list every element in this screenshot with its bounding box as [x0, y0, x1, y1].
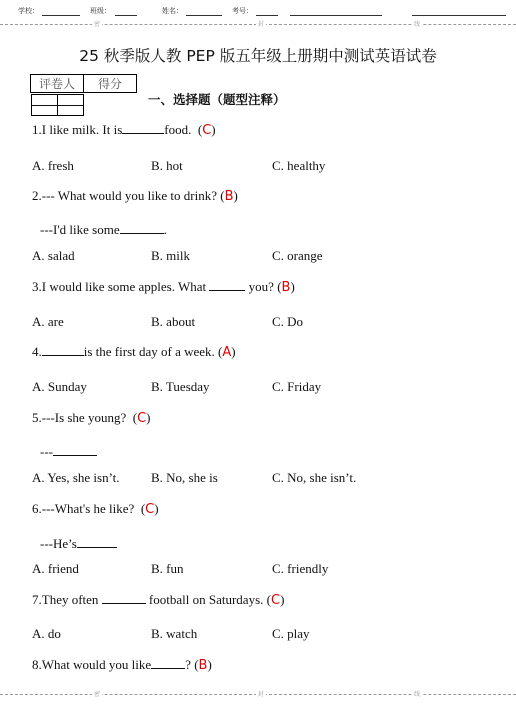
q6-option-c: C. friendly	[272, 561, 329, 576]
answer-blank	[77, 536, 117, 548]
question-2: 2.--- What would you like to drink? (B)	[32, 188, 238, 204]
name-blank	[186, 15, 222, 16]
q5-option-a: A. Yes, she isn’t.	[32, 470, 120, 485]
answer-blank	[120, 222, 164, 234]
q2-option-c: C. orange	[272, 248, 323, 263]
class-label: 班级：	[90, 7, 111, 15]
question-4: 4. is the first day of a week. (A)	[32, 344, 236, 360]
q4-option-a: A. Sunday	[32, 379, 87, 394]
q5-option-b: B. No, she is	[151, 470, 218, 485]
answer-blank	[102, 592, 146, 604]
binding-mark-mi: 密	[94, 21, 101, 28]
question-2-followup: ---I'd like some .	[40, 222, 167, 237]
section-title: 一、选择题（题型注释）	[148, 92, 286, 107]
question-6-followup: ---He’s	[40, 536, 117, 552]
answer-blank	[42, 344, 84, 356]
extra-blank-2	[412, 15, 506, 16]
binding-mark-xian-bottom: 线	[414, 691, 421, 698]
question-3: 3.I would like some apples. What you? (B)	[32, 279, 295, 295]
q7-option-c: C. play	[272, 626, 310, 641]
q2-option-b: B. milk	[151, 248, 191, 263]
q1-option-b: B. hot	[151, 158, 183, 173]
score-cell: 得分	[84, 75, 137, 93]
answer-blank	[53, 444, 97, 456]
number-label: 考号：	[232, 7, 253, 15]
q1-option-c: C. healthy	[272, 158, 326, 173]
answer-mark: A	[222, 345, 232, 360]
q3-option-b: B. about	[151, 314, 196, 329]
answer-mark: C	[202, 123, 212, 138]
answer-mark: B	[224, 189, 234, 204]
school-blank	[42, 15, 80, 16]
question-6: 6.---What's he like? (C)	[32, 501, 159, 517]
question-1: 1.I like milk. It is food. (C)	[32, 122, 216, 138]
q3-option-c: C. Do	[272, 314, 304, 329]
score-table	[30, 74, 137, 111]
q6-option-b: B. fun	[151, 561, 184, 576]
question-7: 7.They often football on Saturdays. (C)	[32, 592, 285, 608]
binding-mark-feng: 封	[258, 21, 265, 28]
q7-option-a: A. do	[32, 626, 61, 641]
answer-blank	[151, 657, 185, 669]
q4-option-c: C. Friday	[272, 379, 322, 394]
answer-mark: B	[281, 280, 291, 295]
extra-blank-1	[290, 15, 382, 16]
class-blank	[115, 15, 137, 16]
answer-mark: C	[137, 411, 147, 426]
q4-option-b: B. Tuesday	[151, 379, 210, 394]
q1-option-a: A. fresh	[32, 158, 74, 173]
answer-mark: C	[270, 593, 281, 608]
name-label: 姓名：	[162, 7, 183, 15]
number-blank	[256, 15, 278, 16]
q5-option-c: C. No, she isn’t.	[272, 470, 357, 485]
answer-mark: C	[145, 502, 155, 517]
page-title: 25 秋季版人教 PEP 版五年级上册期中测试英语试卷	[79, 47, 437, 65]
q6-option-a: A. friend	[32, 561, 79, 576]
grader-blank-cell	[31, 95, 57, 116]
binding-mark-feng-bottom: 封	[258, 691, 265, 698]
question-8: 8.What would you like ? (B)	[32, 657, 212, 673]
score-blank-cell	[57, 95, 83, 116]
question-5-followup: ---	[40, 444, 97, 460]
answer-blank	[209, 279, 245, 291]
answer-blank	[122, 122, 164, 134]
q2-option-a: A. salad	[32, 248, 75, 263]
binding-mark-xian: 线	[414, 21, 421, 28]
binding-mark-mi-bottom: 密	[94, 691, 101, 698]
grader-cell: 评卷人	[31, 75, 84, 93]
school-label: 学校：	[18, 7, 39, 15]
q7-option-b: B. watch	[151, 626, 198, 641]
answer-mark: B	[198, 658, 208, 673]
q3-option-a: A. are	[32, 314, 64, 329]
question-5: 5.---Is she young? (C)	[32, 410, 151, 426]
